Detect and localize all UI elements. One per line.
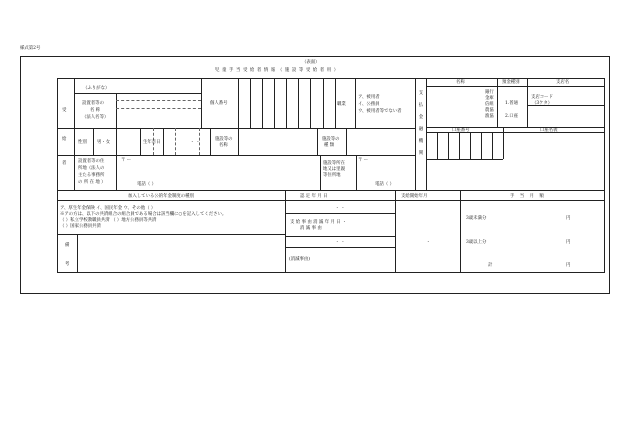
deposit-type-header: 預金種別 xyxy=(502,80,520,85)
under3-label: 3歳未満分 xyxy=(466,216,487,221)
facility-postal-mark: 〒 ー xyxy=(358,158,369,163)
extinction-reason-label: 消 滅 事 由 xyxy=(300,226,322,231)
allowance-header: 手 当 月 額 xyxy=(510,194,546,199)
reason-date-label: 支 給 事 由 消 滅 年 月 日 ・ xyxy=(290,220,347,225)
name-label-1: 設置者等の xyxy=(82,101,104,106)
total-yen: 円 xyxy=(566,263,571,268)
bank-type-gyokyo: 漁協 xyxy=(485,114,494,119)
pension-header: 加入している公的年金制度の種別 xyxy=(128,194,194,199)
name-label-2: 名 称 xyxy=(90,108,101,113)
payment-side-label: 支 払 金 融 機 関 xyxy=(418,91,424,156)
branch-code-label-1: 支店コード xyxy=(531,95,553,100)
individual-number-label: 個人番号 xyxy=(210,101,228,106)
account-name-label: 口座名義 xyxy=(540,128,558,133)
remarks-label-1: 備 xyxy=(65,243,70,248)
approval-date-value: ・ ・ xyxy=(335,206,346,211)
recipient-side-label-2: 給 xyxy=(62,137,67,142)
postal-mark: 〒 ー xyxy=(121,158,132,163)
pension-line-2: ※アの方は、以下の共済組合の組合員である場合は該当欄に○を記入してください。 xyxy=(60,212,227,217)
deposit-type-koza: 2.口座 xyxy=(505,114,518,119)
form-number: 様式第2号 xyxy=(20,46,41,51)
start-month-header: 支給開始年月 xyxy=(401,194,428,199)
name-label-3: （法人名等） xyxy=(82,115,109,120)
occupation-label: 職業 xyxy=(337,102,346,107)
deposit-type-futsu: 1.普通 xyxy=(505,101,518,106)
facility-type-label-2: 種 類 xyxy=(324,143,335,148)
approval-date-header: 認 定 年 月 日 xyxy=(300,194,328,199)
facility-address-label-2: 地又は里親 xyxy=(323,167,345,172)
address-label-1: 設置者等の住 xyxy=(78,159,105,164)
bank-type-shinkumi: 信組 xyxy=(485,102,494,107)
address-label-4: の 所 在 地 ） xyxy=(78,180,106,185)
pension-line-4: （ ）国家公務員共済 xyxy=(60,224,101,229)
facility-name-label-2: 名称 xyxy=(219,143,228,148)
bank-type-kinko: 金庫 xyxy=(485,96,494,101)
branch-code-label-2: （3ケタ） xyxy=(532,101,553,106)
over3-label: 3歳以上分 xyxy=(466,240,487,245)
occupation-option-a: ア、被用者 xyxy=(358,95,380,100)
birthdate-value: ・ ・ xyxy=(190,140,201,145)
account-number-label: 口座番号 xyxy=(452,128,470,133)
bank-type-bank: 銀行 xyxy=(485,90,494,95)
facility-address-label-3: 等住所地 xyxy=(323,173,341,178)
address-label-3: 主たる事務所 xyxy=(78,173,105,178)
start-month-value: ・ xyxy=(426,240,431,245)
recipient-side-label-3: 者 xyxy=(62,161,67,166)
pension-line-3: （ ）私立学校教職員共済 （ ）地方公務員等共済 xyxy=(60,218,157,223)
recipient-side-label-1: 受 xyxy=(62,108,67,113)
remarks-label-2: 考 xyxy=(65,262,70,267)
over3-yen: 円 xyxy=(566,240,571,245)
gender-value: 男・女 xyxy=(97,140,111,145)
form-side-label: （表面） xyxy=(302,60,320,65)
total-label: 計 xyxy=(488,263,493,268)
form-title: 児 童 手 当 受 給 者 情 報 （ 施 設 等 受 給 者 用 ） xyxy=(215,68,339,73)
phone-label: 電話（ ） xyxy=(137,182,156,187)
gender-label: 性別 xyxy=(78,140,87,145)
branch-header: 支店名 xyxy=(556,80,570,85)
address-label-2: 所地（法人の xyxy=(78,166,105,171)
birthdate-label: 生年月日 xyxy=(143,140,161,145)
facility-type-label-1: 施設等の xyxy=(322,137,340,142)
extinction-reason-value: (消滅事由) xyxy=(289,257,310,262)
facility-name-label-1: 施設等の xyxy=(215,137,233,142)
pension-line-1: ア、厚生年金保険 イ、国民年金 ウ、その他（ ） xyxy=(60,206,156,211)
facility-address-label-1: 施設等所在 xyxy=(323,161,345,166)
facility-phone-label: 電話（ ） xyxy=(375,182,394,187)
extinction-date-value: ・ ・ xyxy=(335,240,346,245)
occupation-option-u: ウ、被用者等でない者 xyxy=(358,109,402,114)
furigana-label: （ふりがな） xyxy=(83,86,110,91)
occupation-option-i: イ、公務員 xyxy=(358,102,380,107)
bank-name-header: 名称 xyxy=(456,80,465,85)
bank-type-nokyo: 農協 xyxy=(485,108,494,113)
under3-yen: 円 xyxy=(566,216,571,221)
